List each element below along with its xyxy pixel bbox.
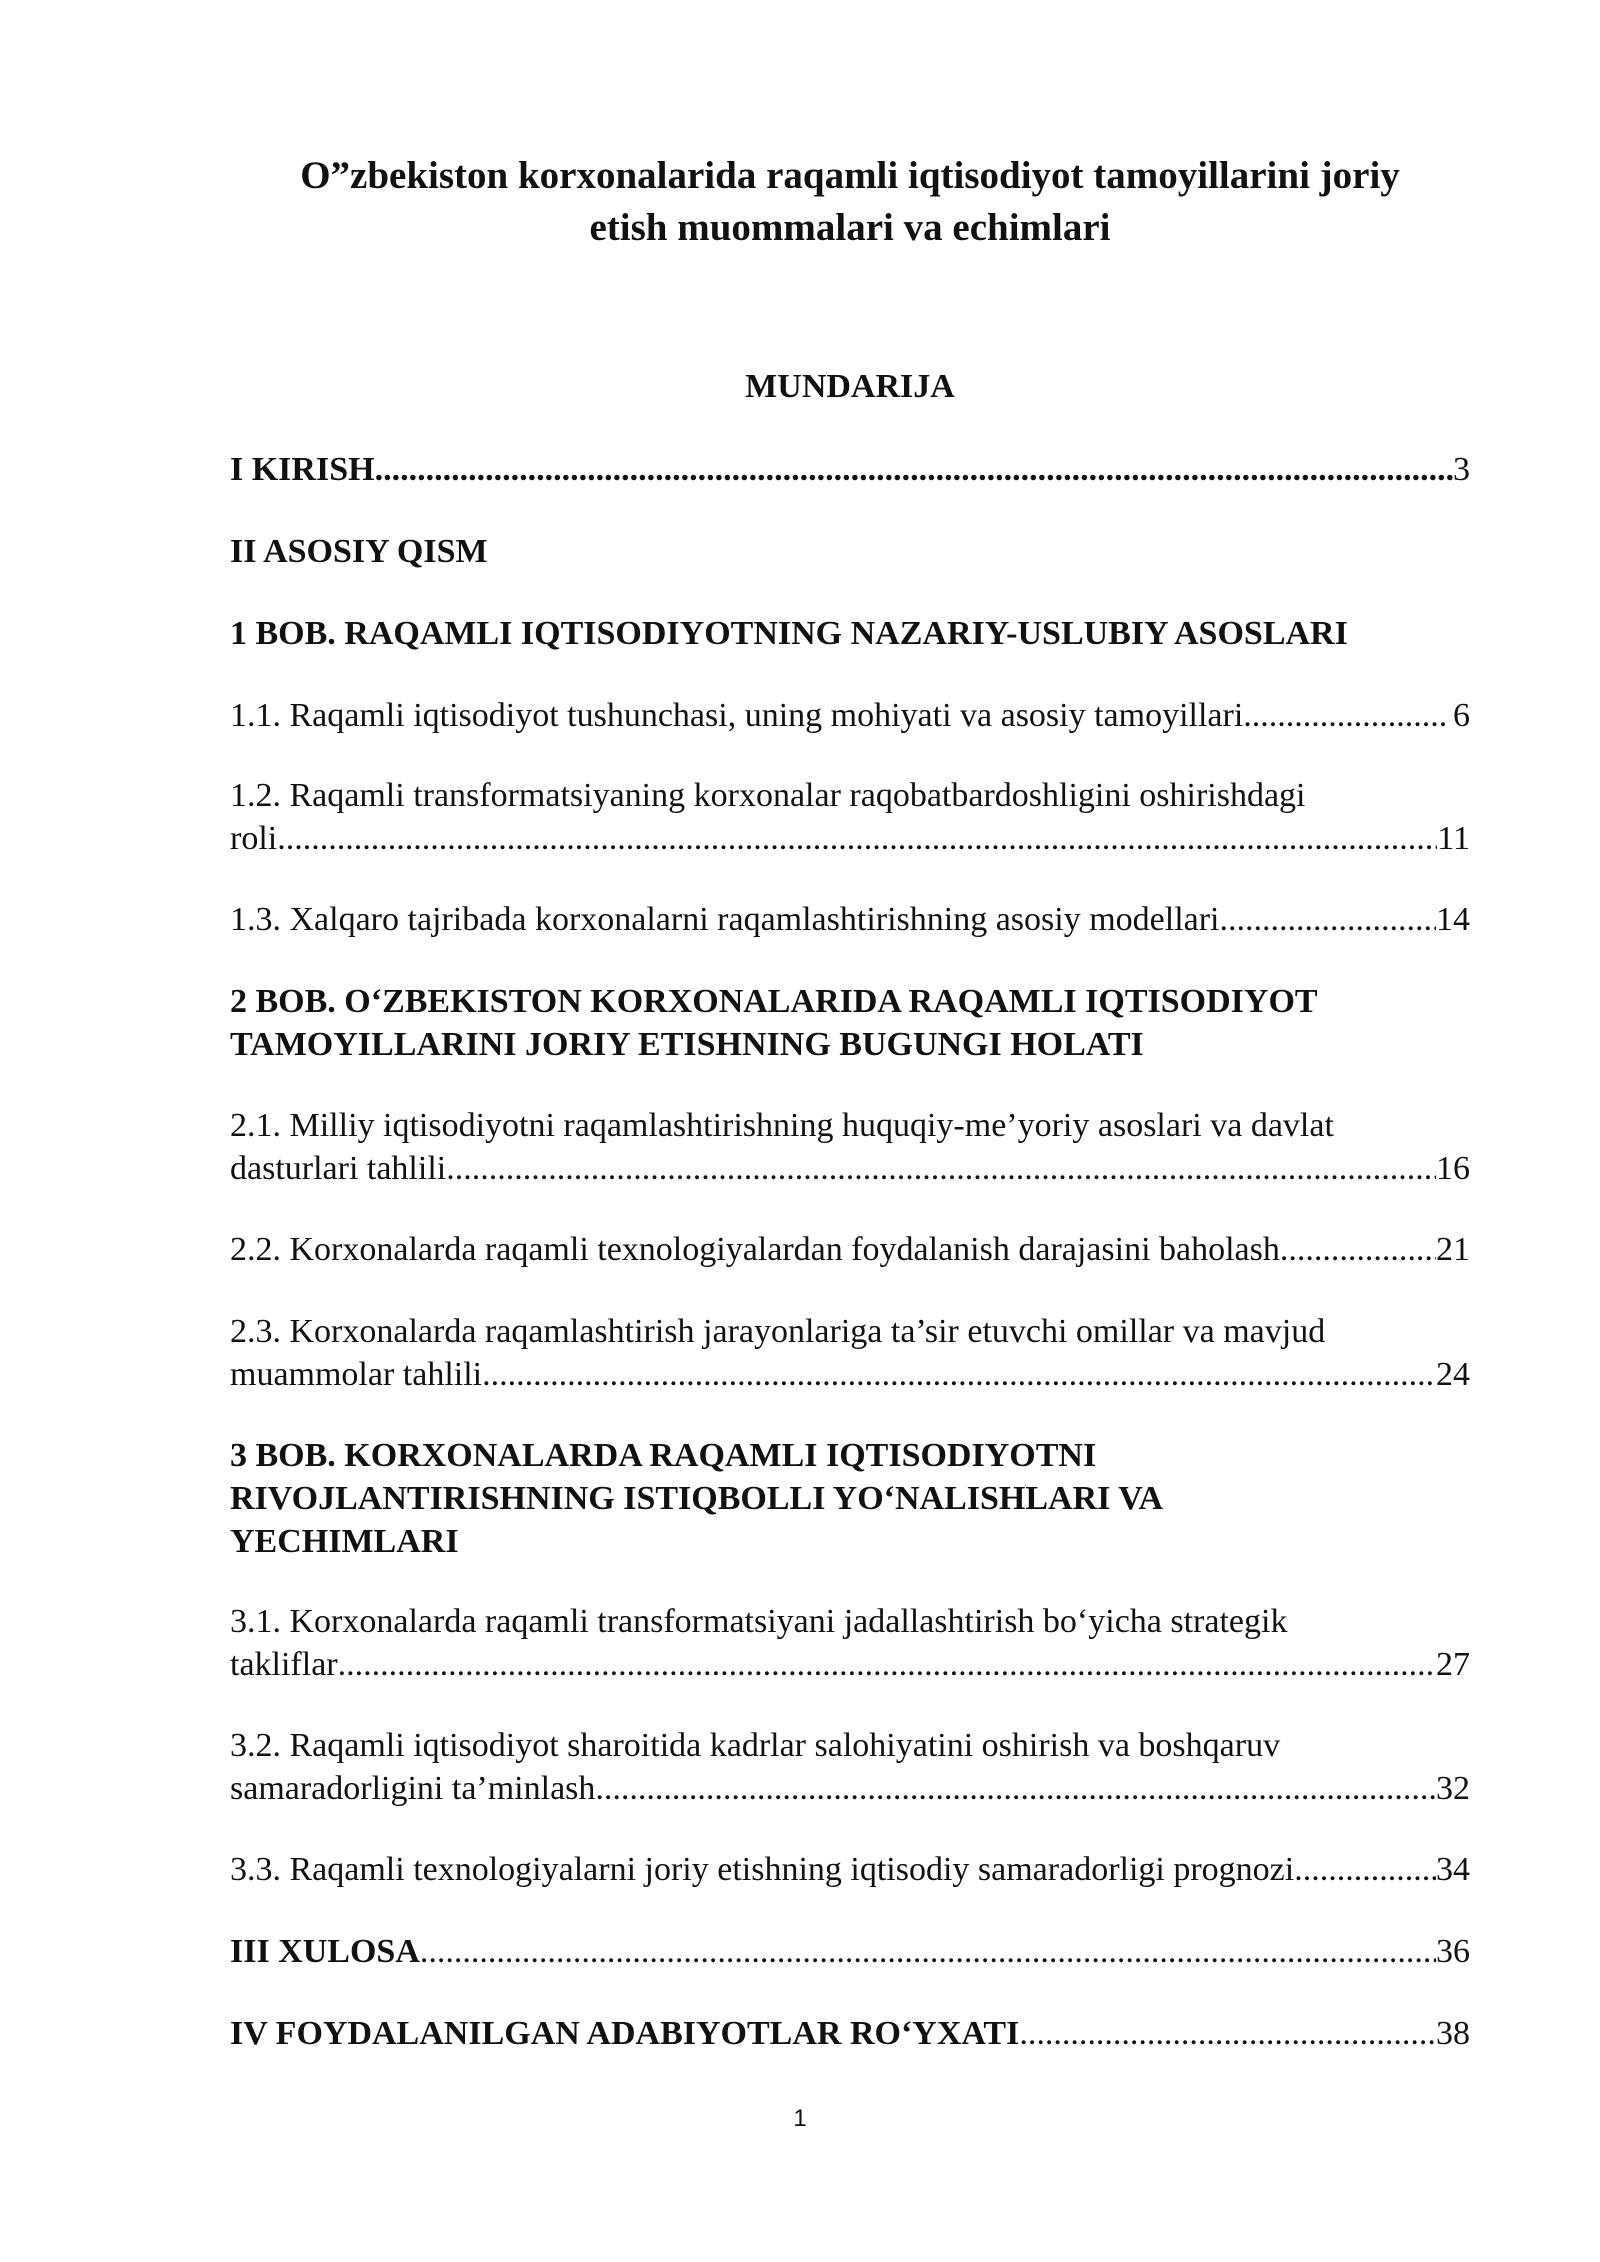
toc-entry-references[interactable] <box>230 2012 1470 2055</box>
toc-entry-3-1[interactable] <box>230 1600 1470 1686</box>
toc-leader <box>1220 898 1436 941</box>
toc-page: 21 <box>1436 1231 1470 1268</box>
toc-label: 3 BOB. KORXONALARDA RAQAMLI IQTISODIYOTNI <box>230 1437 1097 1474</box>
title-line-1: O”zbekiston korxonalarida raqamli iqtisodiyot tamoyillarini joriy <box>300 154 1400 197</box>
toc-label: 1.2. Raqamli transformatsiyaning korxonalar raqobatbardoshligini oshirishdagi <box>230 777 1306 814</box>
toc-page: 32 <box>1436 1770 1470 1807</box>
toc-leader <box>375 448 1453 491</box>
toc-label: 2.3. Korxonalarda raqamlashtirish jarayonlariga ta’sir etuvchi omillar va mavjud <box>230 1313 1326 1350</box>
toc-entry-2-2[interactable] <box>230 1228 1470 1271</box>
toc-page: 38 <box>1436 2015 1470 2052</box>
toc-label: 3.3. Raqamli texnologiyalarni joriy etishning iqtisodiy samaradorligi prognozi <box>230 1851 1295 1888</box>
toc-page: 34 <box>1436 1851 1470 1888</box>
toc-leader <box>446 1147 1436 1190</box>
toc-chapter-2[interactable] <box>230 980 1470 1066</box>
toc-entry-conclusion[interactable] <box>230 1930 1470 1973</box>
toc-page: 3 <box>1453 451 1470 488</box>
toc-entry-3-3[interactable] <box>230 1848 1470 1891</box>
toc-page: 36 <box>1436 1933 1470 1970</box>
toc-label-cont: TAMOYILLARINI JORIY ETISHNING BUGUNGI HOLATI <box>230 1026 1144 1063</box>
toc-label: 1.1. Raqamli iqtisodiyot tushunchasi, uning mohiyati va asosiy tamoyillari <box>230 697 1244 734</box>
toc-leader <box>420 1930 1436 1973</box>
toc-label: III XULOSA <box>230 1933 420 1970</box>
toc-label-cont: RIVOJLANTIRISHNING ISTIQBOLLI YO‘NALISHLARI VA <box>230 1480 1163 1517</box>
toc-label: 2.2. Korxonalarda raqamli texnologiyalardan foydalanish darajasini baholash <box>230 1231 1280 1268</box>
toc-label: 2 BOB. O‘ZBEKISTON KORXONALARIDA RAQAMLI IQTISODIYOT <box>230 983 1318 1020</box>
toc-chapter-1[interactable] <box>230 612 1470 655</box>
toc-label-cont: dasturlari tahlili <box>230 1150 447 1187</box>
toc-entry-1-3[interactable] <box>230 898 1470 941</box>
toc-page: 27 <box>1436 1646 1470 1683</box>
toc-label: II ASOSIY QISM <box>230 533 488 570</box>
document-title <box>230 150 1470 254</box>
toc-entry-1-2[interactable] <box>230 774 1470 860</box>
toc-label: 1 BOB. RAQAMLI IQTISODIYOTNING NAZARIY-USLUBIY ASOSLARI <box>230 615 1348 652</box>
toc-label-cont: YECHIMLARI <box>230 1523 459 1560</box>
toc-leader <box>1280 1228 1436 1271</box>
toc-page: 14 <box>1436 901 1470 938</box>
toc-label: I KIRISH <box>230 451 375 488</box>
toc-heading: MUNDARIJA <box>745 368 955 405</box>
toc-leader <box>482 1353 1436 1396</box>
toc-label: 3.2. Raqamli iqtisodiyot sharoitida kadrlar salohiyatini oshirish va boshqaruv <box>230 1727 1281 1764</box>
page-number: 1 <box>793 2105 807 2132</box>
toc-entry-2-3[interactable] <box>230 1310 1470 1396</box>
toc-label-cont: takliflar <box>230 1646 338 1683</box>
toc-entry-main-part[interactable] <box>230 530 1470 573</box>
toc-leader <box>337 817 1438 860</box>
toc-page: 11 <box>1437 820 1470 857</box>
toc-page: 24 <box>1436 1356 1470 1393</box>
toc-label-cont: samaradorligini ta’minlash <box>230 1770 596 1807</box>
toc-leader <box>1294 1848 1436 1891</box>
toc-label: 1.3. Xalqaro tajribada korxonalarni raqamlashtirishning asosiy modellari <box>230 901 1220 938</box>
toc-label: IV FOYDALANILGAN ADABIYOTLAR RO‘YXATI <box>230 2015 1020 2052</box>
toc-entry-intro[interactable] <box>230 448 1470 491</box>
toc-leader <box>1019 2012 1436 2055</box>
toc-leader <box>1243 694 1445 737</box>
toc-label-cont: muammolar tahlili <box>230 1356 483 1393</box>
toc-entry-1-1[interactable] <box>230 694 1470 737</box>
toc-leader <box>595 1767 1436 1810</box>
toc-entry-3-2[interactable] <box>230 1724 1470 1810</box>
toc-page: 16 <box>1436 1150 1470 1187</box>
toc-page: 6 <box>1453 697 1470 734</box>
toc-label: 3.1. Korxonalarda raqamli transformatsiyani jadallashtirish bo‘yicha strategik <box>230 1603 1288 1640</box>
toc-chapter-3[interactable] <box>230 1434 1470 1563</box>
toc-entry-2-1[interactable] <box>230 1104 1470 1190</box>
title-line-2: etish muommalari va echimlari <box>589 206 1111 249</box>
toc-leader <box>338 1643 1436 1686</box>
toc-label: 2.1. Milliy iqtisodiyotni raqamlashtirishning huquqiy-me’yoriy asoslari va davlat <box>230 1107 1334 1144</box>
toc-label-cont: roli....... <box>230 820 337 857</box>
